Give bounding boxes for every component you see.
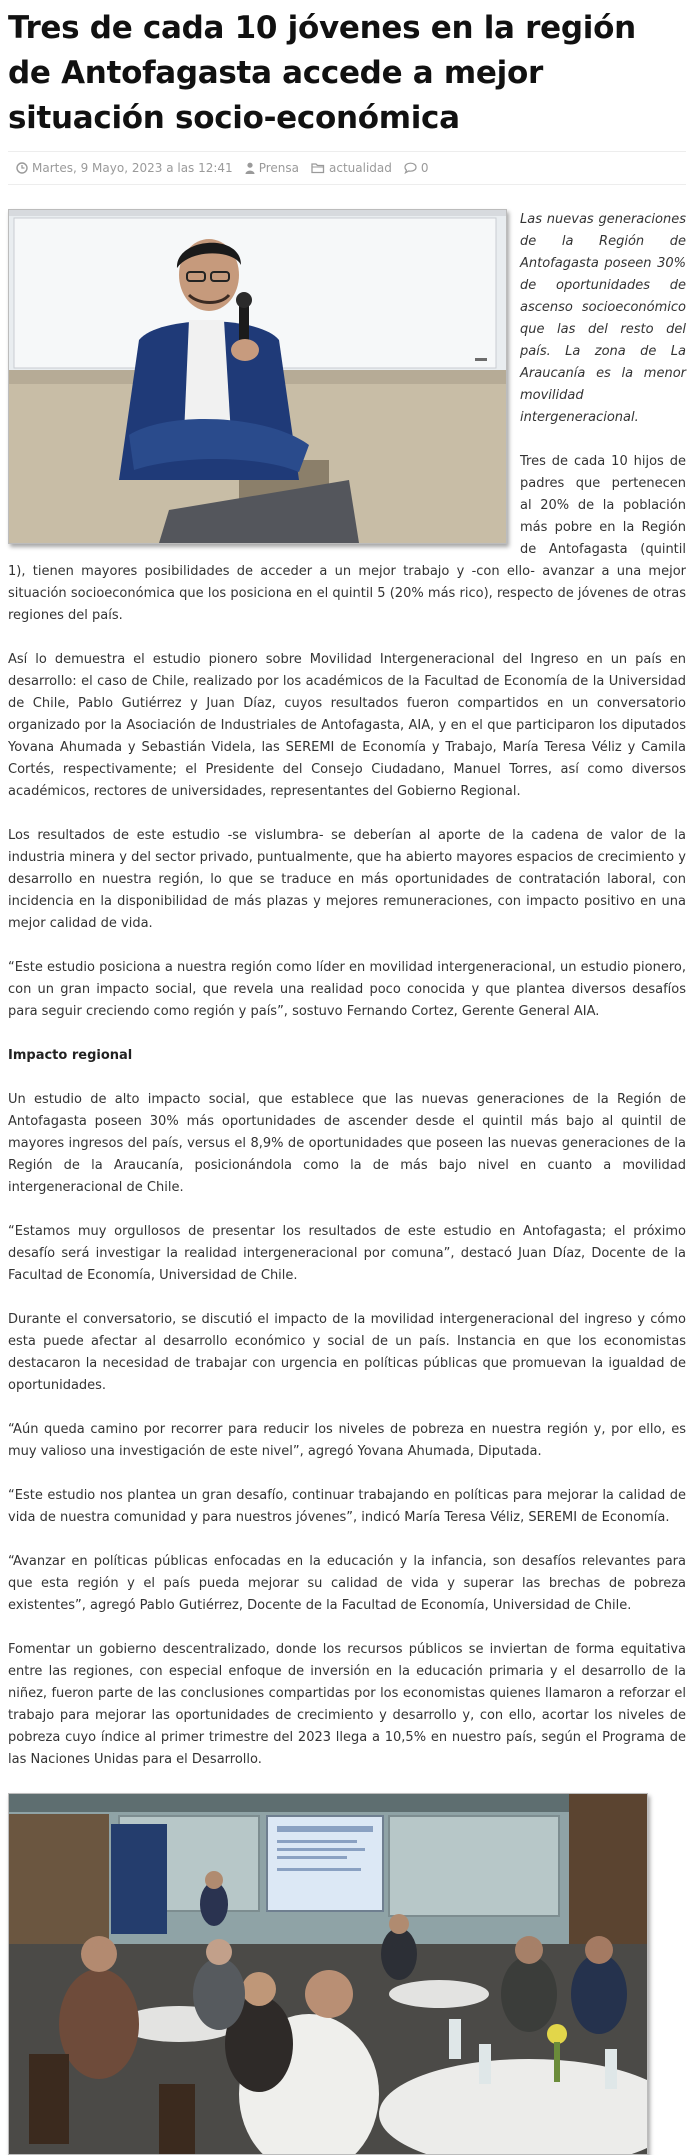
article-body [8, 209, 686, 2155]
meta-date [16, 161, 233, 175]
event-photo [8, 1793, 648, 2155]
meta-date-text: Martes, 9 Mayo, 2023 a las 12:41 [32, 161, 233, 175]
folder-icon [311, 162, 325, 174]
paragraph-5: Un estudio de alto impacto social, que establece que las nuevas generaciones de la Región de Antofagasta poseen 30% más oportunidades de ascender desde el quintil más bajo al quintil de mayores ingresos del país, versus el 8,9% de oportunidades que poseen las nuevas generaciones de la Región de la Araucanía, posicionándola como la de más bajo nivel en cuanto a movilidad intergeneracional de Chile. [8, 1092, 686, 1195]
paragraph-3: Los resultados de este estudio -se vislumbra- se deberían al aporte de la cadena de valor de la industria minera y del sector privado, puntualmente, que ha abierto mayores espacios de crecimiento y desarrollo en nuestra región, lo que se traduce en más oportunidades de contratación laboral, con incidencia en la disponibilidad de más plazas y mejores remuneraciones, con impacto positivo en una mejor calidad de vida. [8, 828, 686, 931]
paragraph-9: “Este estudio nos plantea un gran desafío, continuar trabajando en políticas para mejorar la calidad de vida de nuestra comunidad y para nuestros jóvenes”, indicó María Teresa Véliz, SEREMI de Economía. [8, 1488, 686, 1525]
subheading-impacto: Impacto regional [8, 1048, 133, 1063]
meta-category-link[interactable]: actualidad [329, 161, 392, 175]
meta-comments[interactable] [404, 161, 429, 175]
meta-category[interactable] [311, 161, 392, 175]
article-lede: Las nuevas generaciones de la Región de Antofagasta poseen 30% de oportunidades de ascenso socioeconómico que las del resto del país. La zona de La Araucanía es la menor movilidad intergeneracional. [520, 212, 686, 425]
paragraph-2: Así lo demuestra el estudio pionero sobre Movilidad Intergeneracional del Ingreso en un país en desarrollo: el caso de Chile, realizado por los académicos de la Facultad de Economía de la Universidad de Chile, Pablo Gutiérrez y Juan Díaz, cuyos resultados fueron compartidos en un conversatorio organizado por la Asociación de Industriales de Antofagasta, AIA, y en el que participaron los diputados Yovana Ahumada y Sebastián Videla, las SEREMI de Economía y Trabajo, María Teresa Véliz y Camila Cortés, respectivamente; el Presidente del Consejo Ciudadano, Manuel Torres, así como diversos académicos, rectores de universidades, representantes del Gobierno Regional. [8, 652, 686, 799]
clock-icon [16, 162, 28, 174]
paragraph-11: Fomentar un gobierno descentralizado, donde los recursos públicos se inviertan de forma equitativa entre las regiones, con especial enfoque de inversión en la educación primaria y el desarrollo de la niñez, fueron parte de las conclusiones compartidas por los economistas quienes llamaron a reforzar el trabajo para mejorar las oportunidades de crecimiento y desarrollo y, con ello, acortar los niveles de pobreza cuyo índice al primer trimestre del 2023 llega a 10,5% en nuestro país, según el Programa de las Naciones Unidas para el Desarrollo. [8, 1642, 686, 1767]
meta-comments-link[interactable]: 0 [420, 161, 429, 175]
comment-icon [404, 162, 417, 174]
meta-author-link[interactable]: Prensa [258, 161, 299, 175]
paragraph-7: Durante el conversatorio, se discutió el impacto de la movilidad intergeneracional del ingreso y cómo esta puede afectar al desarrollo económico y social de un país. Instancia en que los economistas destacaron la necesidad de trabajar con urgencia en políticas públicas que promuevan la igualdad de oportunidades. [8, 1312, 686, 1393]
paragraph-1: Tres de cada 10 hijos de padres que pertenecen al 20% de la población más pobre en la Región de Antofagasta (quintil 1), tienen mayores posibilidades de acceder a un mejor trabajo y -con ello- avanzar a una mejor situación socioeconómica que los posiciona en el quintil 5 (20% más rico), respecto de jóvenes de otras regiones del país. [8, 454, 686, 623]
speaker-photo [8, 209, 507, 544]
post-meta [8, 151, 686, 185]
paragraph-6: “Estamos muy orgullosos de presentar los resultados de este estudio en Antofagasta; el próximo desafío será investigar la realidad intergeneracional por comuna”, destacó Juan Díaz, Docente de la Facultad de Economía, Universidad de Chile. [8, 1224, 686, 1283]
paragraph-8: “Aún queda camino por recorrer para reducir los niveles de pobreza en nuestra región y, por ello, es muy valioso una investigación de este nivel”, agregó Yovana Ahumada, Diputada. [8, 1422, 686, 1459]
article-container [8, 0, 686, 2155]
user-icon [245, 162, 255, 174]
article-title: Tres de cada 10 jóvenes en la región de Antofagasta accede a mejor situación socio-económica [8, 10, 636, 136]
meta-author[interactable] [245, 161, 299, 175]
paragraph-4: “Este estudio posiciona a nuestra región como líder en movilidad intergeneracional, un estudio pionero, con un gran impacto social, que revela una realidad poco conocida y que plantea diversos desafíos para seguir creciendo como región y país”, sostuvo Fernando Cortez, Gerente General AIA. [8, 960, 686, 1019]
paragraph-10: “Avanzar en políticas públicas enfocadas en la educación y la infancia, son desafíos relevantes para que esta región y el país pueda mejorar su calidad de vida y superar las brechas de pobreza existentes”, agregó Pablo Gutiérrez, Docente de la Facultad de Economía, Universidad de Chile. [8, 1554, 686, 1613]
